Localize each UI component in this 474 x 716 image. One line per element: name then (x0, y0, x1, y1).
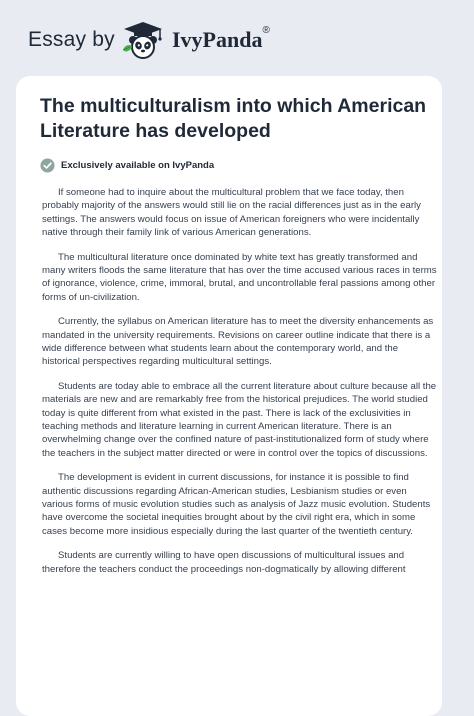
trademark-symbol: ® (262, 25, 270, 36)
brand-name[interactable]: IvyPanda® (172, 25, 270, 52)
essay-card (16, 76, 442, 716)
essay-paragraph: Students are today able to embrace all the current literature about culture because all the materials are new and are remarkably free from the historical prejudices. The world studied today is quite different from what existed in the past. There is lack of the exclusivities in teaching methods and literature learning in current American literature. There is an overwhelming change over the confined nature of past-institutionalized form of study where the teachers in the subject matter directed or were in control over the topics of discussions. (42, 381, 437, 459)
site-header (0, 0, 474, 78)
essay-paragraph: Currently, the syllabus on American literature has to meet the diversity enhancements as mandated in the university requirements. Revisions on career outline indicate that there is a wide difference between what students learn about the contemporary world, and the historical perspectives regarding multicultural settings. (42, 316, 434, 368)
essay-paragraph: Students are currently willing to have open discussions of multicultural issues and therefore the teachers conduct the proceedings non-dogmatically by allowing different (42, 550, 406, 575)
essay-paragraph: If someone had to inquire about the multicultural problem that we face today, then probably majority of the answers would still lie on the racial differences just as in the early settings. The answers would focus on issue of American foreigners who were incidentally native through their family link of various American generations. (42, 187, 421, 238)
essay-title: The multiculturalism into which American Literature has developed (40, 95, 427, 142)
essay-paragraph: The multicultural literature once dominated by white text has greatly transformed and many writers floods the same literature that has over the time accused various races in terms of ignorance, violence, crime, immoral, brutal, and uncontrollable feral passions among other forms of un-civilization. (42, 251, 437, 303)
essay-body (42, 186, 438, 587)
panda-graduate-icon[interactable] (120, 20, 166, 60)
check-circle-icon (40, 158, 55, 173)
availability-text: Exclusively available on IvyPanda (61, 159, 215, 171)
availability-badge (40, 156, 214, 174)
essay-by-label: Essay by (28, 28, 115, 51)
essay-paragraph: The development is evident in current discussions, for instance it is possible to find authentic discussions regarding African-American studies, Lesbianism studies or even various forms of music evolution studies such as analysis of Jazz music evolution. Students have overcome the societal inequities brought about by the civil right era, which in some cases become more insidious especially during the last quarter of the twentieth century. (42, 472, 431, 537)
